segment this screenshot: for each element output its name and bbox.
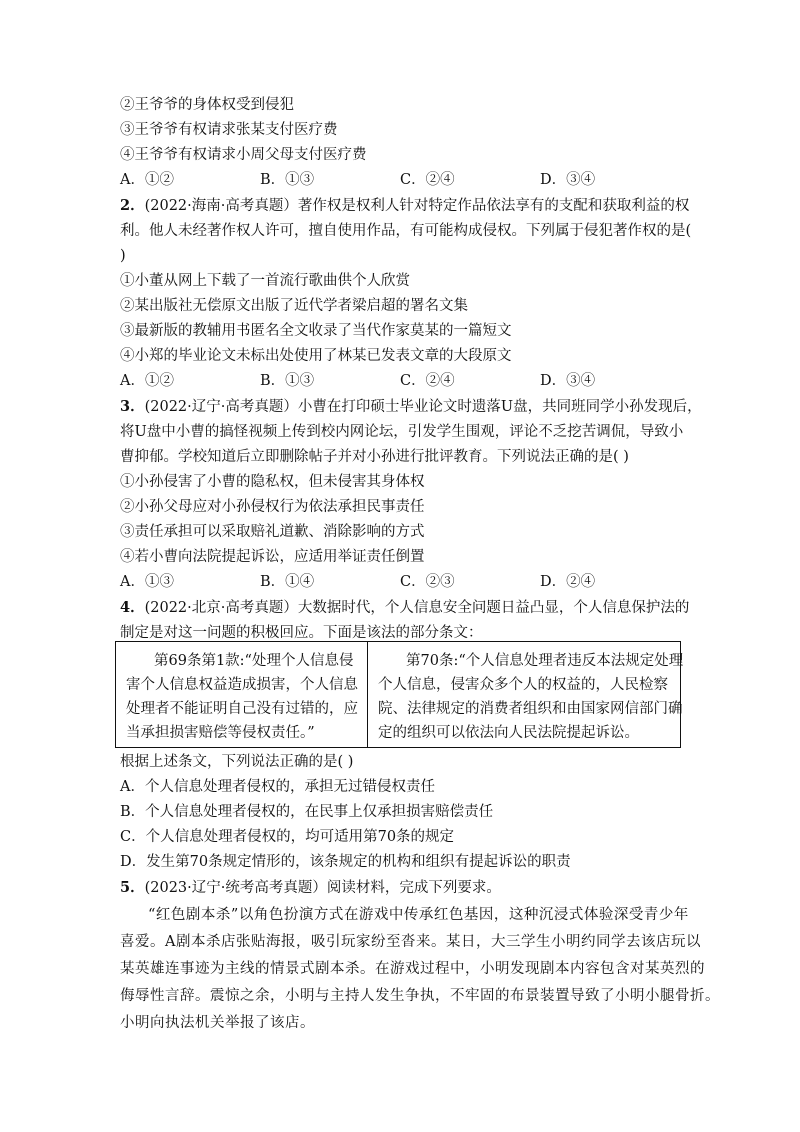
q2-options: [120, 371, 700, 391]
q2-statement-3: ③最新版的教辅用书匿名全文收录了当代作家莫某的一篇短文: [120, 323, 512, 339]
q5-material-line-3: 某英雄连事迹为主线的情景式剧本杀。在游戏过程中，小明发现剧本内容包含对某英烈的: [120, 961, 705, 977]
q3-number: 3．: [120, 398, 145, 415]
q2-number: 2．: [120, 197, 145, 214]
q2-option-a: A．①②: [120, 373, 174, 389]
q1-options: [120, 170, 700, 190]
q3-stem-line2: 将U盘中小曹的搞怪视频上传到校内网论坛，引发学生围观，评论不乏挖苦调侃，导致小: [120, 424, 684, 440]
q5-material-line-5: 小明向执法机关举报了该店。: [120, 1015, 315, 1031]
article-69-line-3: 处理者不能证明自己没有过错的，应: [126, 701, 358, 717]
q4-question: 根据上述条文，下列说法正确的是( ): [120, 754, 354, 770]
q1-statement-4: ④王爷爷有权请求小周父母支付医疗费: [120, 147, 367, 163]
article-69-cell: [116, 642, 368, 747]
q3-stem-line1: [120, 397, 702, 417]
q2-statement-2: ②某出版社无偿原文出版了近代学者梁启超的署名文集: [120, 298, 468, 314]
q3-stem-text-1: (2022·辽宁·高考真题）小曹在打印硕士毕业论文时遗落U盘，共同班同学小孙发现后，: [144, 399, 702, 415]
q4-choice-d: D．发生第70条规定情形的，该条规定的机构和组织有提起诉讼的职责: [120, 854, 571, 870]
q1-option-d: D．③④: [540, 172, 596, 188]
article-70-line-3: 院、法律规定的消费者组织和由国家网信部门确: [378, 701, 683, 717]
q2-stem-line3: ): [120, 248, 126, 264]
q5-stem-text: (2023·辽宁·统考高考真题）阅读材料，完成下列要求。: [144, 880, 501, 896]
q2-stem-line2: 利。他人未经著作权人许可，擅自使用作品，有可能构成侵权。下列属于侵犯著作权的是(: [120, 223, 692, 239]
q3-statement-4: ④若小曹向法院提起诉讼，应适用举证责任倒置: [120, 549, 425, 565]
q2-statement-1: ①小董从网上下载了一首流行歌曲供个人欣赏: [120, 273, 410, 289]
q1-option-a: A．①②: [120, 172, 174, 188]
law-articles-table: [115, 641, 684, 748]
q4-choice-c: C．个人信息处理者侵权的，均可适用第70条的规定: [120, 829, 455, 845]
q1-option-c: C．②④: [400, 172, 455, 188]
q3-option-b: B．①④: [260, 574, 315, 590]
article-70-line-4: 定的组织可以依法向人民法院提起诉讼。: [378, 725, 639, 741]
q3-stem-line3: 曹抑郁。学校知道后立即删除帖子并对小孙进行批评教育。下列说法正确的是( ): [120, 449, 629, 465]
article-70-cell: [368, 642, 693, 747]
q4-choice-a: A．个人信息处理者侵权的，承担无过错侵权责任: [120, 779, 435, 795]
q3-option-a: A．①③: [120, 574, 174, 590]
q5-material-line-4: 侮辱性言辞。震惊之余，小明与主持人发生争执，不牢固的布景装置导致了小明小腿骨折。: [120, 988, 720, 1004]
q2-option-b: B．①③: [260, 373, 315, 389]
q2-option-d: D．③④: [540, 373, 596, 389]
q3-statement-3: ③责任承担可以采取赔礼道歉、消除影响的方式: [120, 524, 425, 540]
q1-option-b: B．①③: [260, 172, 315, 188]
article-70-line-1: 第70条:“个人信息处理者违反本法规定处理: [406, 653, 684, 669]
q5-number: 5．: [120, 879, 145, 896]
q3-option-c: C．②③: [400, 574, 455, 590]
q1-statement-3: ③王爷爷有权请求张某支付医疗费: [120, 122, 338, 138]
q3-option-d: D．②④: [540, 574, 596, 590]
article-70-line-2: 个人信息，侵害众多个人的权益的，人民检察: [378, 677, 668, 693]
q4-stem-line1: [120, 598, 689, 618]
q2-stem-text-1: (2022·海南·高考真题）著作权是权利人针对特定作品依法享有的支配和获取利益的权: [144, 198, 690, 214]
q5-stem: [120, 878, 501, 898]
q3-statement-2: ②小孙父母应对小孙侵权行为依法承担民事责任: [120, 499, 425, 515]
q1-statement-2: ②王爷爷的身体权受到侵犯: [120, 97, 294, 113]
q4-number: 4．: [120, 599, 145, 616]
q4-choice-b: B．个人信息处理者侵权的，在民事上仅承担损害赔偿责任: [120, 804, 494, 820]
q5-material-line-1: “红色剧本杀”以角色扮演方式在游戏中传承红色基因，这种沉浸式体验深受青少年: [148, 907, 689, 923]
q4-stem-line2: 制定是对这一问题的积极回应。下面是该法的部分条文：: [120, 625, 483, 641]
q3-options: [120, 572, 700, 592]
article-69-line-2: 害个人信息权益造成损害，个人信息: [126, 677, 358, 693]
q3-statement-1: ①小孙侵害了小曹的隐私权，但未侵害其身体权: [120, 474, 425, 490]
q4-stem-text-1: (2022·北京·高考真题）大数据时代，个人信息安全问题日益凸显，个人信息保护法的: [144, 600, 690, 616]
article-69-line-4: 当承担损害赔偿等侵权责任。”: [126, 725, 315, 741]
q2-statement-4: ④小郑的毕业论文未标出处使用了林某已发表文章的大段原文: [120, 348, 512, 364]
q5-material-line-2: 喜爱。A剧本杀店张贴海报，吸引玩家纷至沓来。某日，大三学生小明约同学去该店玩以: [120, 934, 701, 950]
q2-option-c: C．②④: [400, 373, 455, 389]
q2-stem-line1: [120, 196, 689, 216]
article-69-line-1: 第69条第1款:“处理个人信息侵: [154, 653, 354, 669]
